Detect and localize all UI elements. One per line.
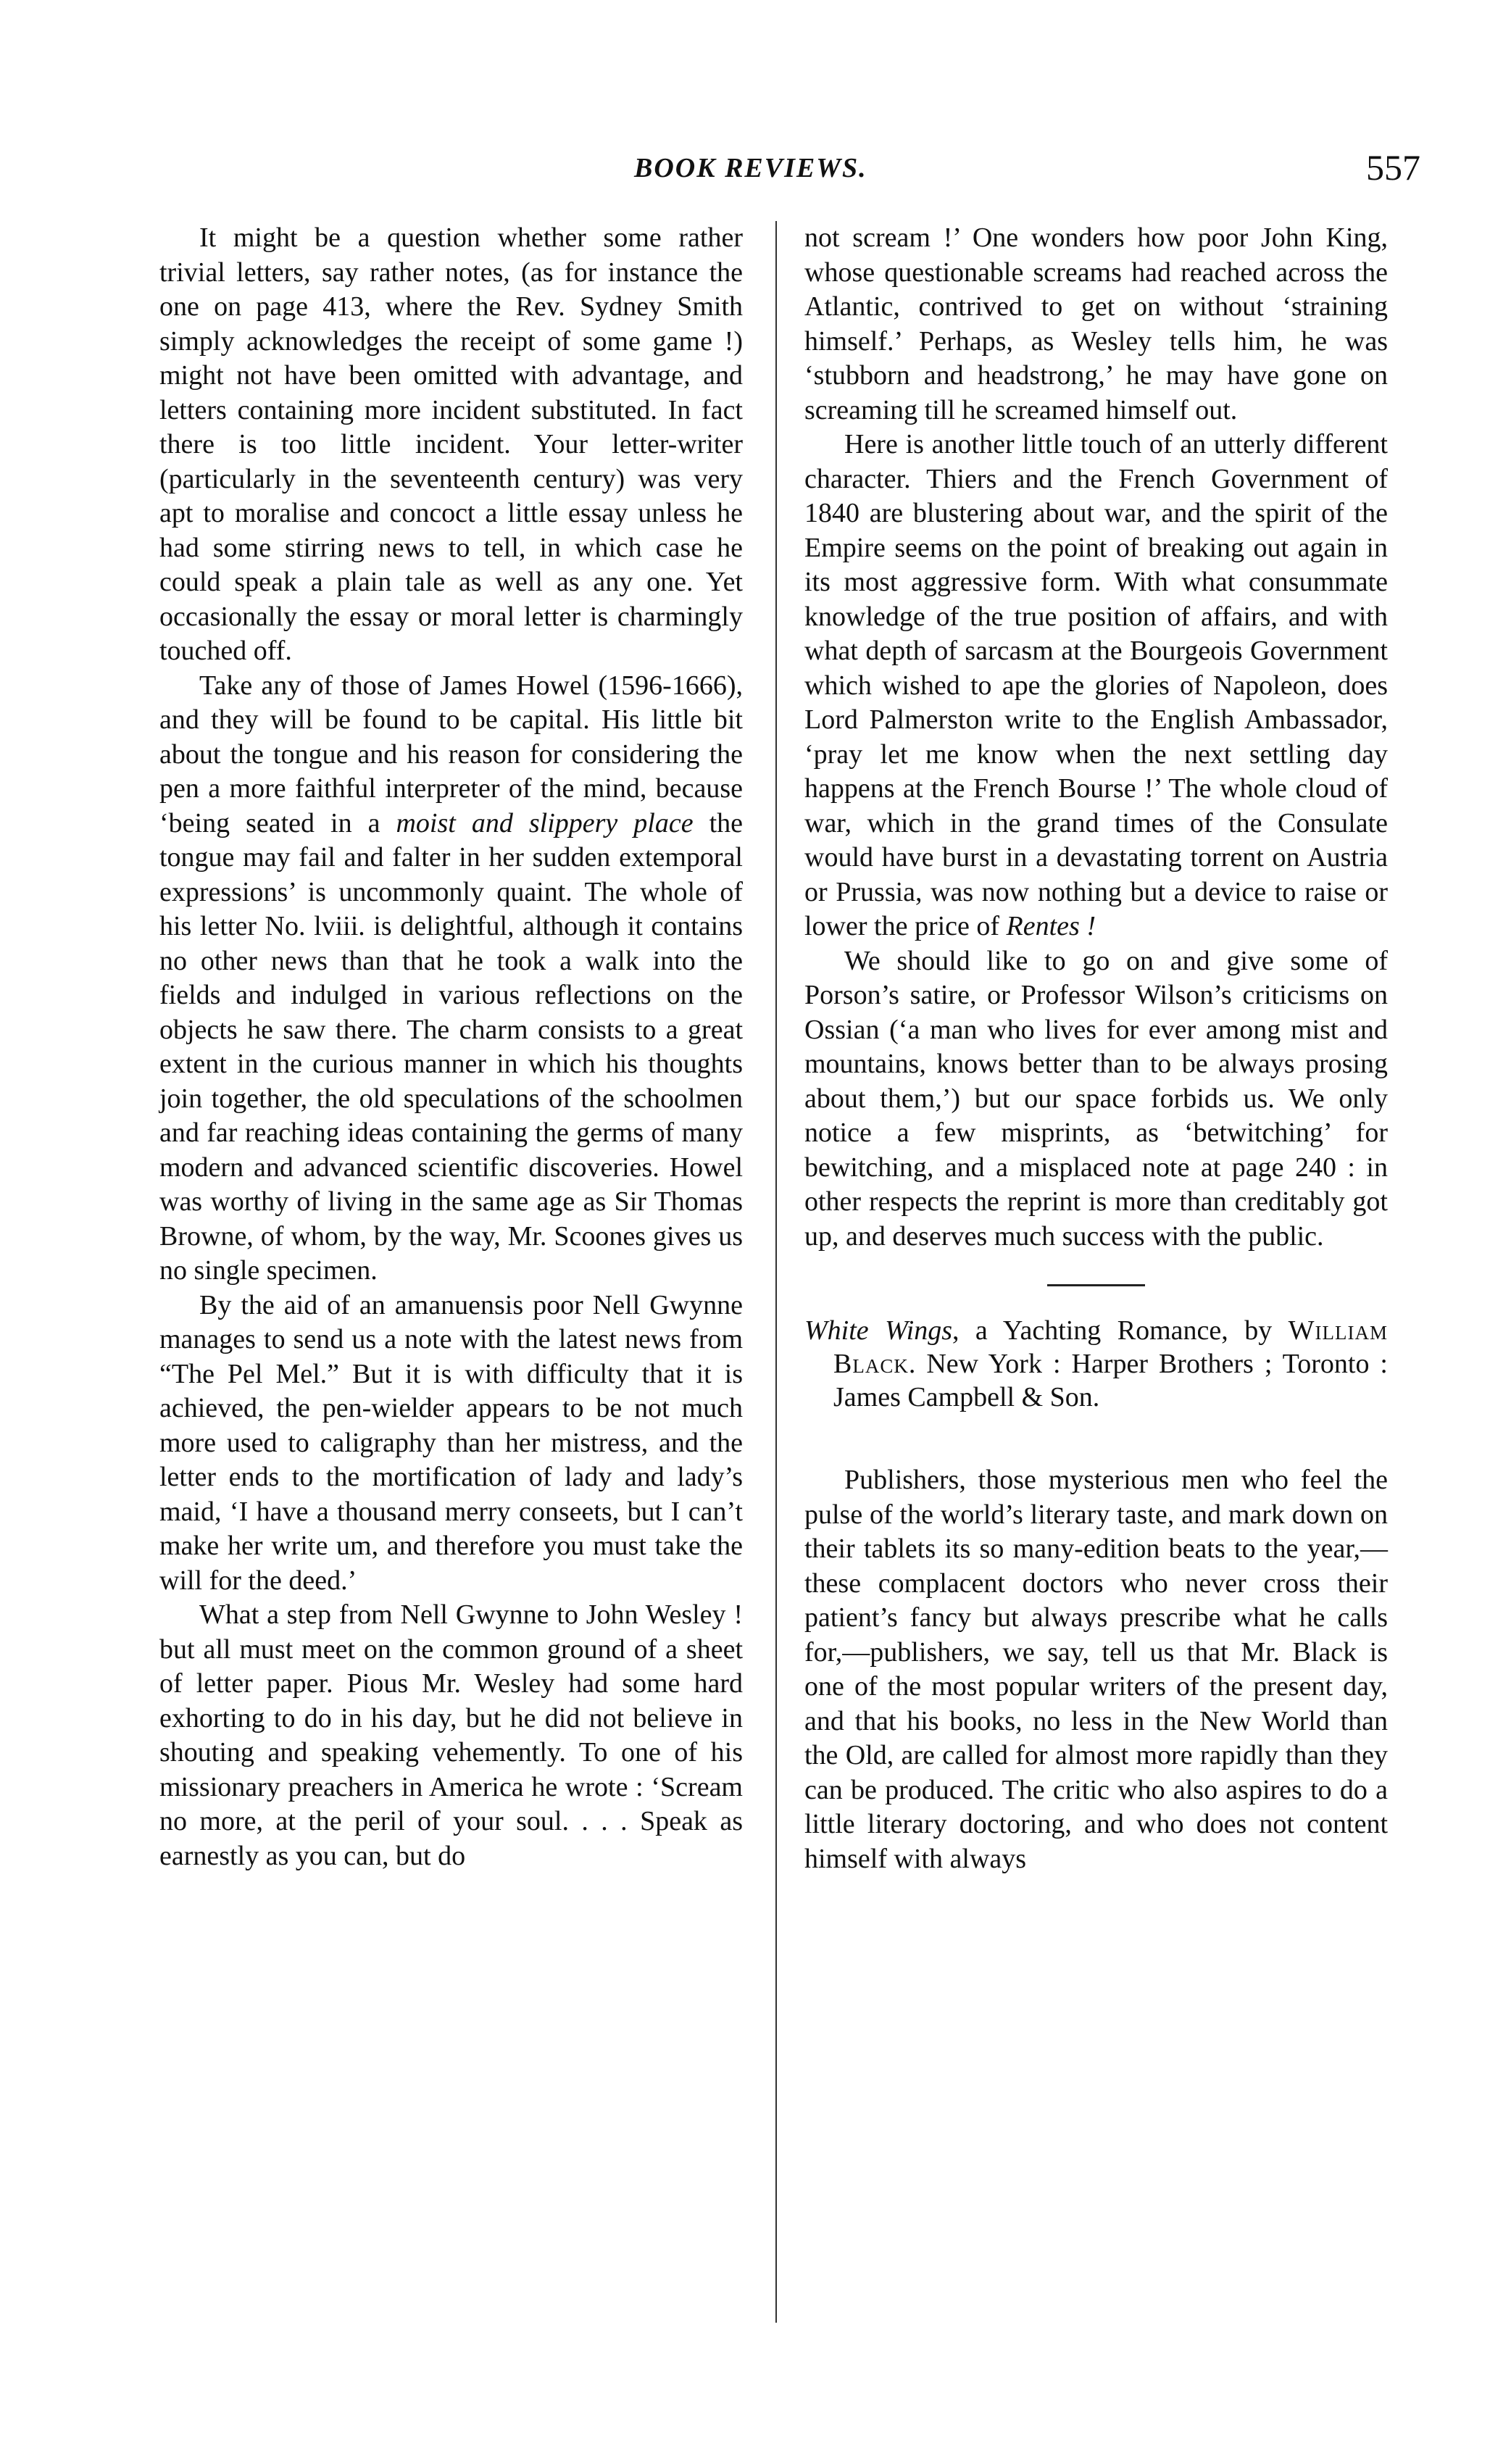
paragraph-text: Here is another little touch of an utterly different character. Thiers and the French Government of 1840 are blustering about war, and the spirit of the Empire seems on the point of breaking out again in its most aggressive form. With what consummate knowledge of the true position of affairs, and with what depth of sarcasm at the Bourgeois Government which wished to ape the glories of Napoleon, does Lord Palmerston write to the English Ambassador, ‘pray let me know when the next settling day happens at the French Bourse !’ The whole cloud of war, which in the grand times of the Consulate would have burst in a devastating torrent on Austria or Prussia, was now nothing but a device to raise or lower the price of <box>804 429 1388 941</box>
column-rule <box>775 221 777 2323</box>
italic-phrase: moist and slippery place <box>396 807 694 838</box>
page-header <box>0 147 1511 203</box>
review-head-text: , a Yachting Romance, by <box>952 1315 1273 1346</box>
review-title: White Wings <box>804 1315 952 1346</box>
running-head: BOOK REVIEWS. <box>634 153 867 183</box>
paragraph-john-king: not scream !’ One wonders how poor John King, whose questionable screams had reached across the Atlantic, contrived to get on without ‘straining himself.’ Perhaps, as Wesley tells him, he was ‘stubborn and headstrong,’ he may have gone on screaming till he screamed himself out. <box>804 222 1388 425</box>
right-column <box>804 221 1388 1876</box>
left-column <box>159 221 743 1873</box>
paragraph-porson: We should like to go on and give some of Porson’s satire, or Professor Wilson’s criticisms on Ossian (‘a man who lives for ever among mist and mountains, knows better than to be always prosing about them,’) but our space forbids us. We only notice a few misprints, as ‘betwitching’ for bewitching, and a misplaced note at page 240 : in other respects the reprint is more than creditably got up, and deserves much success with the public. <box>804 945 1388 1252</box>
italic-phrase: Rentes ! <box>1006 911 1096 941</box>
review-heading <box>804 1314 1388 1414</box>
section-divider <box>1047 1284 1145 1286</box>
paragraph-gwynne: By the aid of an amanuensis poor Nell Gwynne manages to send us a note with the latest news from “The Pel Mel.” But it is with difficulty that it is achieved, the pen-wielder appears to be not much more used to caligraphy than her mistress, and the letter ends to the mortification of lady and lady’s maid, ‘I have a thousand merry conseets, but I can’t make her write um, and therefore you must take the will for the deed.’ <box>159 1289 743 1596</box>
paragraph-wesley: What a step from Nell Gwynne to John Wesley ! but all must meet on the common ground of a sheet of letter paper. Pious Mr. Wesley had some hard exhorting to do in his day, but he did not believe in shouting and speaking vehemently. To one of his missionary preachers in America he wrote : ‘Scream no more, at the peril of your soul. . . . Speak as earnestly as you can, but do <box>159 1599 743 1871</box>
review-author: William Black <box>833 1315 1388 1379</box>
review-head-text: . New York : Harper Brothers ; Toronto : James Campbell & Son. <box>833 1349 1388 1412</box>
page-number: 557 <box>1366 147 1420 188</box>
paragraph-text: Take any of those of James Howel (1596-1666), and they will be found to be capital. His little bit about the tongue and his reason for considering the pen a more faithful interpreter of the mind, because ‘being seated in a <box>159 670 743 838</box>
paragraph-letters: It might be a question whether some rather trivial letters, say rather notes, (as for instance the one on page 413, where the Rev. Sydney Smith simply acknowledges the receipt of some game !) might not have been omitted with advantage, and letters containing more incident substituted. In fact there is too little incident. Your letter-writer (particularly in the seventeenth century) was very apt to moralise and concoct a little essay unless he had some stirring news to tell, in which case he could speak a plain tale as well as any one. Yet occasionally the essay or moral letter is charmingly touched off. <box>159 222 743 666</box>
paragraph-publishers: Publishers, those mysterious men who feel the pulse of the world’s literary taste, and mark down on their tablets its so many-edition beats to the year,—these complacent doctors who never cross their patient’s fancy but always prescribe what he calls for,—publishers, we say, tell us that Mr. Black is one of the most popular writers of the present day, and that his books, no less in the New World than the Old, are called for almost more rapidly than they can be produced. The critic who also aspires to do a little literary doctoring, and who does not content himself with always <box>804 1465 1388 1874</box>
paragraph-text: the tongue may fail and falter in her sudden extemporal expressions’ is uncommonly quaint. The whole of his letter No. lviii. is delightful, although it contains no other news than that he took a walk into the fields and indulged in various reflections on the objects he saw there. The charm consists to a great extent in the curious manner in which his thoughts join together, the old speculations of the schoolmen and far reaching ideas containing the germs of many modern and advanced scientific discoveries. Howel was worthy of living in the same age as Sir Thomas Browne, of whom, by the way, Mr. Scoones gives us no single specimen. <box>159 807 744 1286</box>
paragraph-palmerston <box>804 428 1388 944</box>
paragraph-howel <box>159 669 743 1289</box>
